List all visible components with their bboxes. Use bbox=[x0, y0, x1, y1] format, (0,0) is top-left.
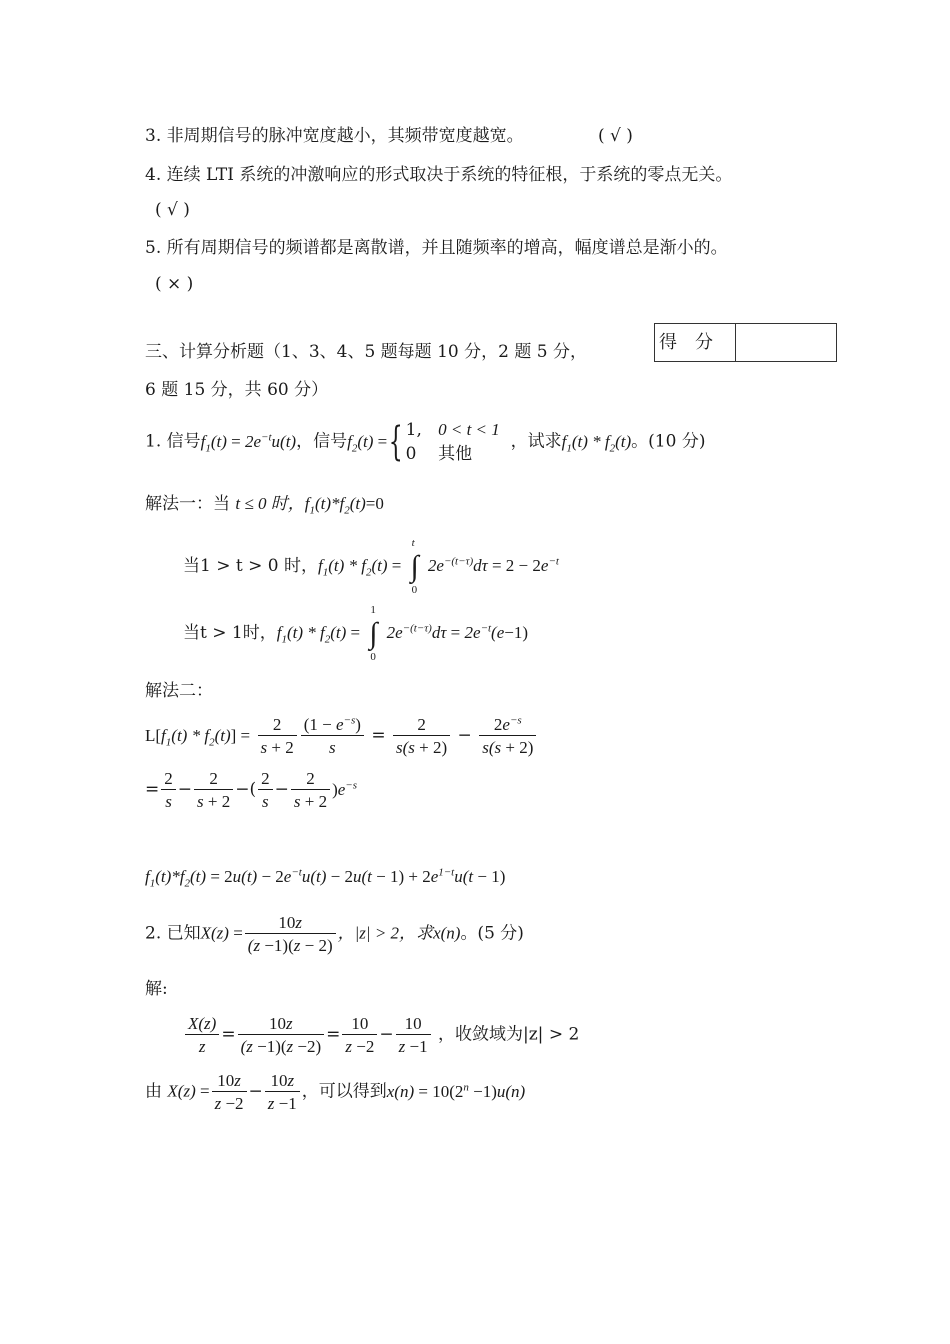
p1-laplace-line2: = $\frac{2}{s}$ − $\frac{2}{s + 2}$ −( $\frac{2}{s}$ − $\frac{2}{s + 2}$ )$e^{-s}$ bbox=[145, 769, 358, 811]
p1-sol1-line bbox=[145, 494, 384, 517]
tf-q3-mark: ( √ ) bbox=[598, 126, 633, 146]
integral-sign-c: 1 ∫ 0 bbox=[369, 604, 378, 663]
p2-points: 。(5 分) bbox=[460, 923, 524, 944]
p1-points: 。(10 分) bbox=[631, 431, 706, 452]
p1-f1-def: $f_1(t) = 2e^{-t}u(t)$ bbox=[200, 430, 297, 454]
p2-partial-fraction: $\frac{X(z)}{z}$ = $\frac{10z}{(z -1)(z -2)}$ = $\frac{10}{z -2}$ − $\frac{10}{z -1}$ ，收敛域为|z| > 2 bbox=[183, 1015, 579, 1055]
p1-sol1-cond: t ≤ 0 时， bbox=[235, 494, 305, 513]
p1-prefix: 1. 信号 bbox=[145, 431, 201, 452]
problem-1 bbox=[145, 418, 705, 466]
p1-mid: ，信号 bbox=[296, 431, 348, 452]
p1-case1-cond: 0 < t < 1 bbox=[438, 420, 500, 439]
p1-case-b-label: 当1 > t > 0 时， bbox=[183, 555, 318, 576]
p1-conv: $f_1(t) * f_2(t)$ bbox=[561, 431, 632, 454]
tf-question-3 bbox=[145, 128, 524, 145]
problem-2: 2. 已知X(z) = $\frac{10z}{(z -1)(z - 2)}$ ，|z| > 2，求x(n)。(5 分) bbox=[145, 913, 524, 955]
p1-case-b bbox=[183, 537, 559, 596]
tf-q3-text: 3. 非周期信号的脉冲宽度越小，其频带宽度越宽。 bbox=[145, 126, 524, 146]
p2-by: 由 bbox=[145, 1081, 162, 1102]
p1-laplace-line1: $L[f_1(t) * f_2(t)]$ = $\frac{2}{s + 2}$ $\frac{(1 - e^{-s})}{s}$ = $\frac{2}{s(s + 2)}$ − $\frac{2e^{-s}}{s(s + 2)}$ bbox=[145, 716, 538, 756]
p1-case-c-label: 当t > 1时， bbox=[183, 622, 277, 643]
p2-result: 由 X(z) = $\frac{10z}{z -2}$ − $\frac{10z}{z -1}$ ，可以得到$x(n) = 10(2^n -1)u(n)$ bbox=[145, 1071, 526, 1113]
p2-sol-label: 解: bbox=[145, 979, 168, 999]
section3-title-line2: 6 题 15 分，共 60 分） bbox=[145, 380, 329, 400]
p1-brace: { bbox=[388, 419, 403, 465]
p1-case-c-eq: $f_1(t) * f_2(t)$ = 1 ∫ 0 $2e^{-(t-\tau)}d\tau = 2e^{-t}(e-1)$ bbox=[276, 604, 529, 663]
p1-cases bbox=[406, 418, 500, 466]
tf-q5-mark: ( × ) bbox=[155, 274, 194, 294]
p1-case2-val: 0 bbox=[405, 444, 417, 464]
tf-question-5: 5. 所有周期信号的频谱都是离散谱，并且随频率的增高，幅度谱总是渐小的。 bbox=[145, 238, 728, 258]
p1-f2-lhs: $f_2(t)$ = bbox=[347, 431, 388, 454]
section3-title-line1: 三、计算分析题（1、3、4、5 题每题 10 分，2 题 5 分， bbox=[145, 342, 587, 362]
p1-case-c bbox=[183, 604, 529, 663]
p1-sol1-label: 解法一：当 bbox=[145, 494, 230, 514]
p1-sol1-eq: $f_1(t)*f_2(t)=0$ bbox=[304, 494, 384, 517]
score-label: 得分 bbox=[655, 324, 736, 361]
p1-case1-val: 1, bbox=[405, 420, 422, 440]
tf-question-4: 4. 连续 LTI 系统的冲激响应的形式取决于系统的特征根，于系统的零点无关。 bbox=[145, 165, 733, 185]
p1-result: $f_1(t)*f_2(t) = 2u(t) - 2e^{-t}u(t) - 2u(t - 1) + 2e^{1-t}u(t - 1)$ bbox=[145, 866, 506, 890]
p2-prefix: 2. 已知 bbox=[145, 923, 201, 944]
p1-ask: ，试求 bbox=[510, 431, 562, 452]
p2-get: ，可以得到 bbox=[301, 1081, 387, 1102]
tf-q4-mark: ( √ ) bbox=[155, 200, 190, 220]
p2-roc: ，收敛域为|z| > 2 bbox=[438, 1024, 580, 1045]
p2-cond: ，|z| > 2，求 bbox=[337, 923, 434, 943]
p1-case2-cond: 其他 bbox=[438, 444, 473, 464]
integral-sign-b: t ∫ 0 bbox=[410, 537, 419, 596]
p1-case-b-eq: $f_1(t) * f_2(t)$ = t ∫ 0 $2e^{-(t-\tau)}d\tau = 2 - 2e^{-t}$ bbox=[317, 537, 559, 596]
p1-sol2-label: 解法二： bbox=[145, 681, 213, 701]
score-box bbox=[654, 323, 837, 362]
